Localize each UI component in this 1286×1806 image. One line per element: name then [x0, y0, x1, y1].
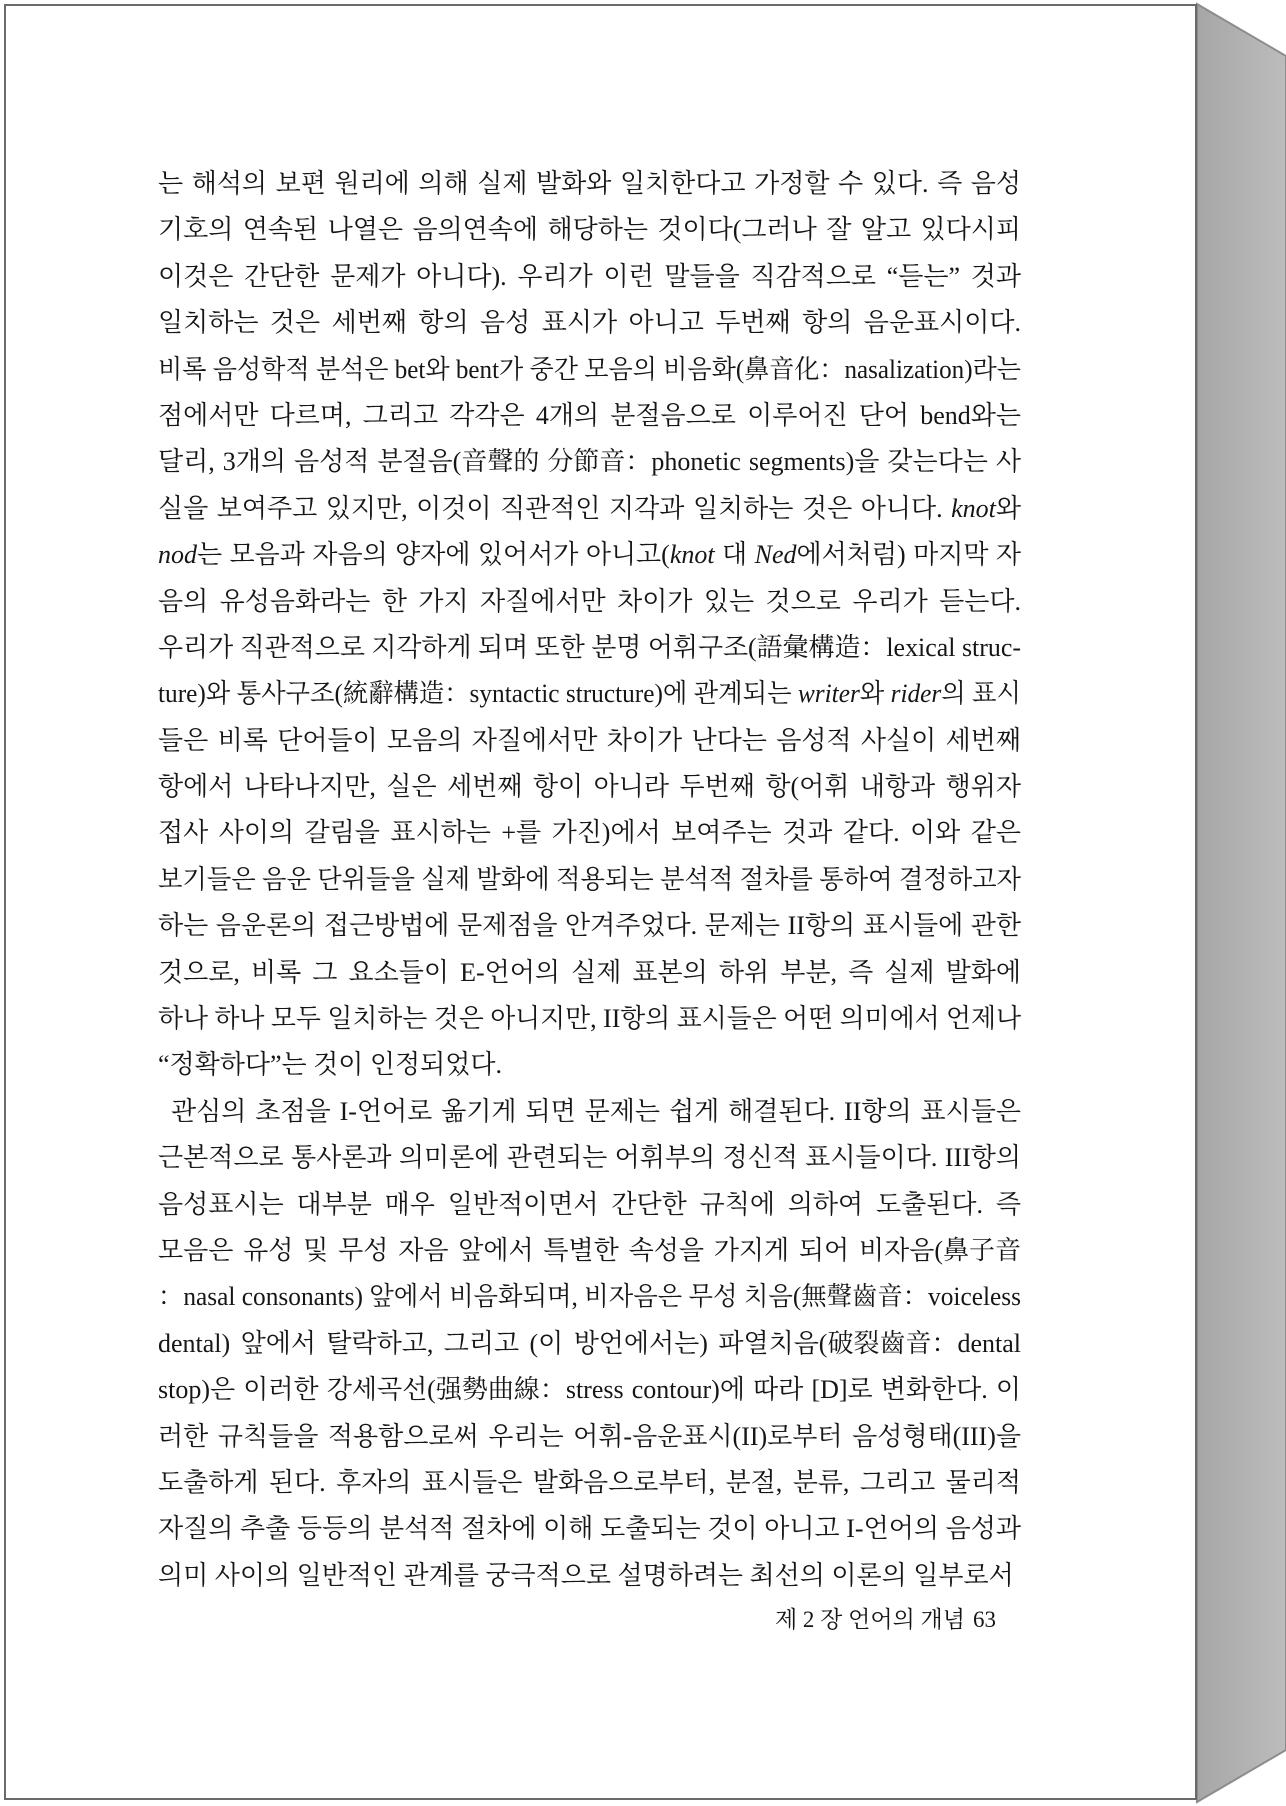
text-run: 실을 보여주고 있지만, 이것이 직관적인 지각과 일치하는 것은 아니다. [158, 493, 952, 523]
text-line [158, 996, 1021, 1042]
text-run: 기호의 연속된 나열은 음의연속에 해당하는 것이다(그러나 잘 알고 있다시피 [158, 215, 1021, 245]
text-run: 이것은 간단한 문제가 아니다). 우리가 이런 말들을 직감적으로 “듣는” 것과 [158, 261, 1021, 291]
text-line [158, 903, 1021, 949]
paragraph [158, 1089, 1021, 1599]
italic-term: knot [951, 493, 996, 523]
text-run: 근본적으로 통사론과 의미론에 관련되는 어휘부의 정신적 표시들이다. III항의 [158, 1143, 1021, 1173]
text-line [158, 1228, 1021, 1274]
italic-term: knot [669, 540, 715, 570]
text-line [158, 1367, 1021, 1413]
text-line [158, 579, 1021, 625]
text-run: 는 해석의 보편 원리에 의해 실제 발화와 일치한다고 가정할 수 있다. 즉 음성 [158, 169, 1021, 198]
text-run: 일치하는 것은 세번째 항의 음성 표시가 아니고 두번째 항의 음운표시이다. [158, 308, 1021, 338]
text-run: 의 표시 [941, 679, 1021, 709]
text-run: 와 [859, 679, 891, 709]
text-line [158, 439, 1021, 485]
paragraph [158, 161, 1021, 1089]
text-run: 것으로, 비록 그 요소들이 E-언어의 실제 표본의 하위 부분, 즉 실제 발화에 [158, 957, 1021, 987]
text-line [158, 207, 1021, 253]
text-line [158, 764, 1021, 810]
text-line [158, 1506, 1021, 1552]
text-run: 는 모음과 자음의 양자에 있어서가 아니고( [196, 540, 670, 570]
text-run: 들은 비록 단어들이 모음의 자질에서만 차이가 난다는 음성적 사실이 세번째 [158, 725, 1021, 755]
text-run: 와 [995, 493, 1021, 523]
text-line [158, 1089, 1021, 1135]
running-footer [700, 1602, 996, 1638]
text-line [158, 1135, 1021, 1181]
text-run: 관심의 초점을 I-언어로 옮기게 되면 문제는 쉽게 해결된다. II항의 표시들은 [171, 1096, 1021, 1126]
text-line [158, 1414, 1021, 1460]
italic-term: Ned [754, 540, 797, 570]
text-run: dental) 앞에서 탈락하고, 그리고 (이 방언에서는) 파열치음(破裂齒音：dental [158, 1328, 1021, 1358]
text-run: 비록 음성학적 분석은 bet와 bent가 중간 모음의 비음화(鼻音化：nasalization)라는 [158, 354, 1021, 384]
text-run: 우리가 직관적으로 지각하게 되며 또한 분명 어휘구조(語彙構造：lexical struc- [158, 632, 1021, 662]
text-line [158, 1274, 1021, 1320]
text-run: “정확하다”는 것이 인정되었다. [158, 1050, 502, 1080]
text-run: 의미 사이의 일반적인 관계를 궁극적으로 설명하려는 최선의 이론의 일부로서 [158, 1560, 1014, 1590]
text-run: 러한 규칙들을 적용함으로써 우리는 어휘-음운표시(II)로부터 음성형태(III)을 [158, 1421, 1021, 1451]
text-run: 접사 사이의 갈림을 표시하는 +를 가진)에서 보여주는 것과 같다. 이와 같은 [158, 818, 1021, 848]
text-run: 하는 음운론의 접근방법에 문제점을 안겨주었다. 문제는 II항의 표시들에 관한 [158, 911, 1021, 941]
text-line [158, 532, 1021, 578]
text-run: 도출하게 된다. 후자의 표시들은 발화음으로부터, 분절, 분류, 그리고 물리적 [158, 1467, 1021, 1497]
text-run: 음성표시는 대부분 매우 일반적이면서 간단한 규칙에 의하여 도출된다. 즉 [158, 1189, 1021, 1219]
text-run: 하나 하나 모두 일치하는 것은 아니지만, II항의 표시들은 어떤 의미에서 언제나 [158, 1004, 1021, 1034]
text-line [158, 300, 1021, 346]
text-run: stop)은 이러한 강세곡선(强勢曲線：stress contour)에 따라 [D]로 변화한다. 이 [158, 1375, 1021, 1405]
chapter-title: 제 2 장 언어의 개념 [774, 1607, 965, 1632]
text-run: 달리, 3개의 음성적 분절음(音聲的 分節音：phonetic segments)을 갖는다는 사 [158, 447, 1021, 477]
text-run: 보기들은 음운 단위들을 실제 발화에 적용되는 분석적 절차를 통하여 결정하고자 [158, 864, 1021, 894]
text-line [158, 671, 1021, 717]
body-text [158, 161, 1021, 1599]
italic-term: nod [158, 540, 197, 570]
text-line [158, 161, 1021, 207]
text-line [158, 718, 1021, 764]
text-line [158, 393, 1021, 439]
text-run: 점에서만 다르며, 그리고 각각은 4개의 분절음으로 이루어진 단어 bend와는 [158, 400, 1021, 430]
text-line [158, 254, 1021, 300]
text-run: 에서처럼) 마지막 자 [796, 540, 1021, 570]
text-run: ture)와 통사구조(統辭構造：syntactic structure)에 관계되는 [158, 679, 798, 709]
text-run: 모음은 유성 및 무성 자음 앞에서 특별한 속성을 가지게 되어 비자음(鼻子音 [158, 1235, 1021, 1265]
text-run: 항에서 나타나지만, 실은 세번째 항이 아니라 두번째 항(어휘 내항과 행위자 [158, 772, 1021, 802]
text-line [158, 1553, 1021, 1599]
text-line [158, 1321, 1021, 1367]
text-line [158, 810, 1021, 856]
text-line [158, 1182, 1021, 1228]
page-number: 63 [973, 1607, 996, 1632]
italic-term: writer [797, 679, 860, 709]
text-run: 자질의 추출 등등의 분석적 절차에 이해 도출되는 것이 아니고 I-언어의 음성과 [158, 1514, 1021, 1544]
text-line [158, 486, 1021, 532]
text-run: 대 [714, 540, 755, 570]
text-line [158, 1460, 1021, 1506]
text-line [158, 1042, 1021, 1088]
text-line [158, 950, 1021, 996]
text-line [158, 625, 1021, 671]
italic-term: rider [890, 679, 942, 709]
text-line [158, 347, 1021, 393]
text-run: ：nasal consonants) 앞에서 비음화되며, 비자음은 무성 치음(無聲齒音：voiceless [158, 1282, 1021, 1312]
text-line [158, 857, 1021, 903]
text-run: 음의 유성음화라는 한 가지 자질에서만 차이가 있는 것으로 우리가 듣는다. [158, 586, 1021, 616]
